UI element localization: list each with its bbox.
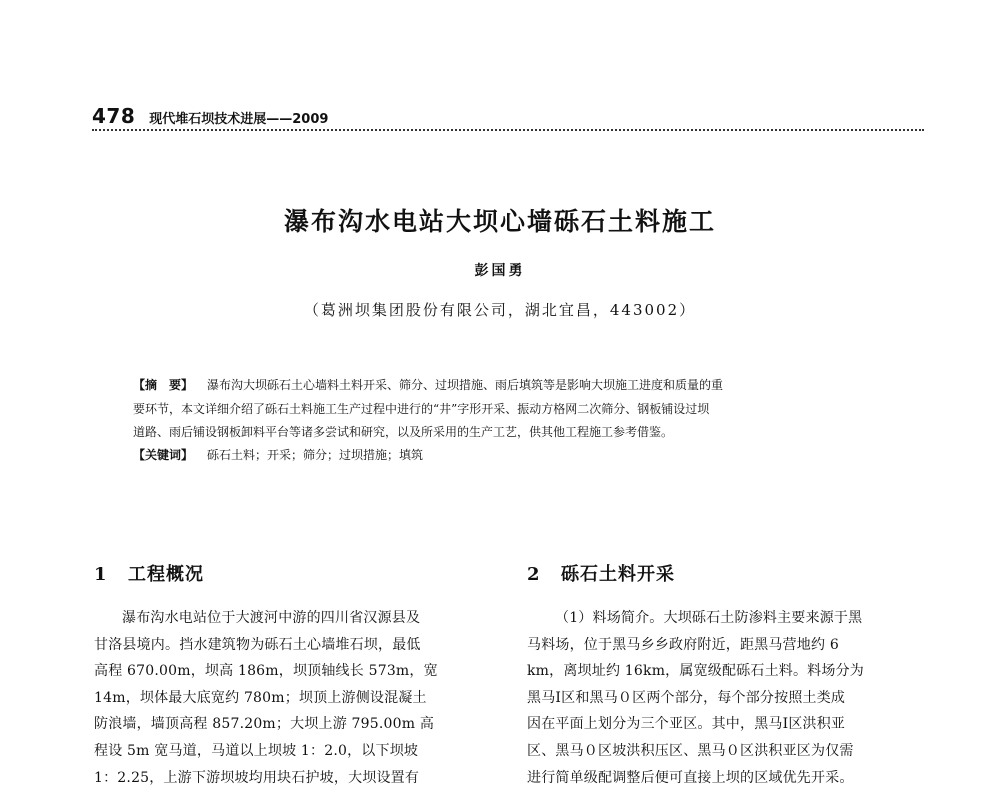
paragraph-line: 14m，坝体最大底宽约 780m；坝顶上游侧设混凝土 [94,689,427,706]
keywords-text: 砾石土料；开采；筛分；过坝措施；填筑 [207,448,424,462]
section-heading [94,560,482,590]
article-title: 瀑布沟水电站大坝心墙砾石土料施工 [283,207,716,236]
section-title: 工程概况 [128,564,204,585]
paragraph-line: 马料场，位于黑马乡乡政府附近，距黑马营地约 6 [527,636,839,653]
paragraph-line: 甘洛县境内。挡水建筑物为砾石土心墙堆石坝，最低 [94,636,421,653]
paragraph-line: 防浪墙，墙顶高程 857.20m；大坝上游 795.00m 高 [94,716,435,733]
paragraph-line: 高程 670.00m，坝高 186m，坝顶轴线长 573m，宽 [94,663,438,680]
abstract-label: 【摘 要】 [133,378,194,392]
paragraph-line: 瀑布沟水电站位于大渡河中游的四川省汉源县及 [122,610,421,626]
page-number: 478 [92,104,136,128]
paragraph-line: km，离坝址约 16km，属宽级配砾石土料。料场分为 [527,663,864,680]
keywords [133,445,885,465]
paragraph-line: 程设 5m 宽马道，马道以上坝坡 1：2.0，以下坝坡 [94,742,419,759]
paragraph-line: 进行简单级配调整后便可直接上坝的区域优先开采。 [527,769,854,786]
running-header [92,104,328,128]
section-number: 1 [94,564,108,585]
abstract-text: 瀑布沟大坝砾石土心墙料土料开采、筛分、过坝措施、雨后填筑等是影响大坝施工进度和质量的重 [207,378,724,392]
author-affiliation: （葛洲坝集团股份有限公司，湖北宜昌，443002） [303,301,697,319]
paragraph-line: （1）料场简介。大坝砾石土防渗料主要来源于黑 [555,610,863,626]
section-number: 2 [527,564,541,585]
keywords-label: 【关键词】 [133,448,194,462]
abstract-line [133,374,885,398]
section-2-column [527,560,923,791]
abstract-line: 道路、雨后铺设钢板卸料平台等诸多尝试和研究，以及所采用的生产工艺，供其他工程施工参考借鉴。 [133,425,674,439]
journal-title: 现代堆石坝技术进展——2009 [149,112,329,127]
paragraph-line: 区、黑马０区坡洪积压区、黑马０区洪积亚区为仅需 [527,742,854,759]
paragraph-line: 黑马Ⅰ区和黑马０区两个部分，每个部分按照土类成 [527,689,846,706]
header-divider [92,129,924,131]
abstract [133,374,885,445]
section-heading [527,560,923,590]
abstract-line: 要环节，本文详细介绍了砾石土料施工生产过程中进行的“井”字形开采、振动方格网二次筛分、钢板铺设过坝 [133,401,710,416]
article-author: 彭国勇 [474,263,526,279]
paragraph-line: 1：2.25，上游下游坝坡均用块石护坡，大坝设置有 [94,769,420,786]
section-1-column [94,560,482,791]
paragraph-line: 因在平面上划分为三个亚区。其中，黑马Ⅰ区洪积亚 [527,716,846,733]
section-title: 砾石土料开采 [561,564,675,585]
